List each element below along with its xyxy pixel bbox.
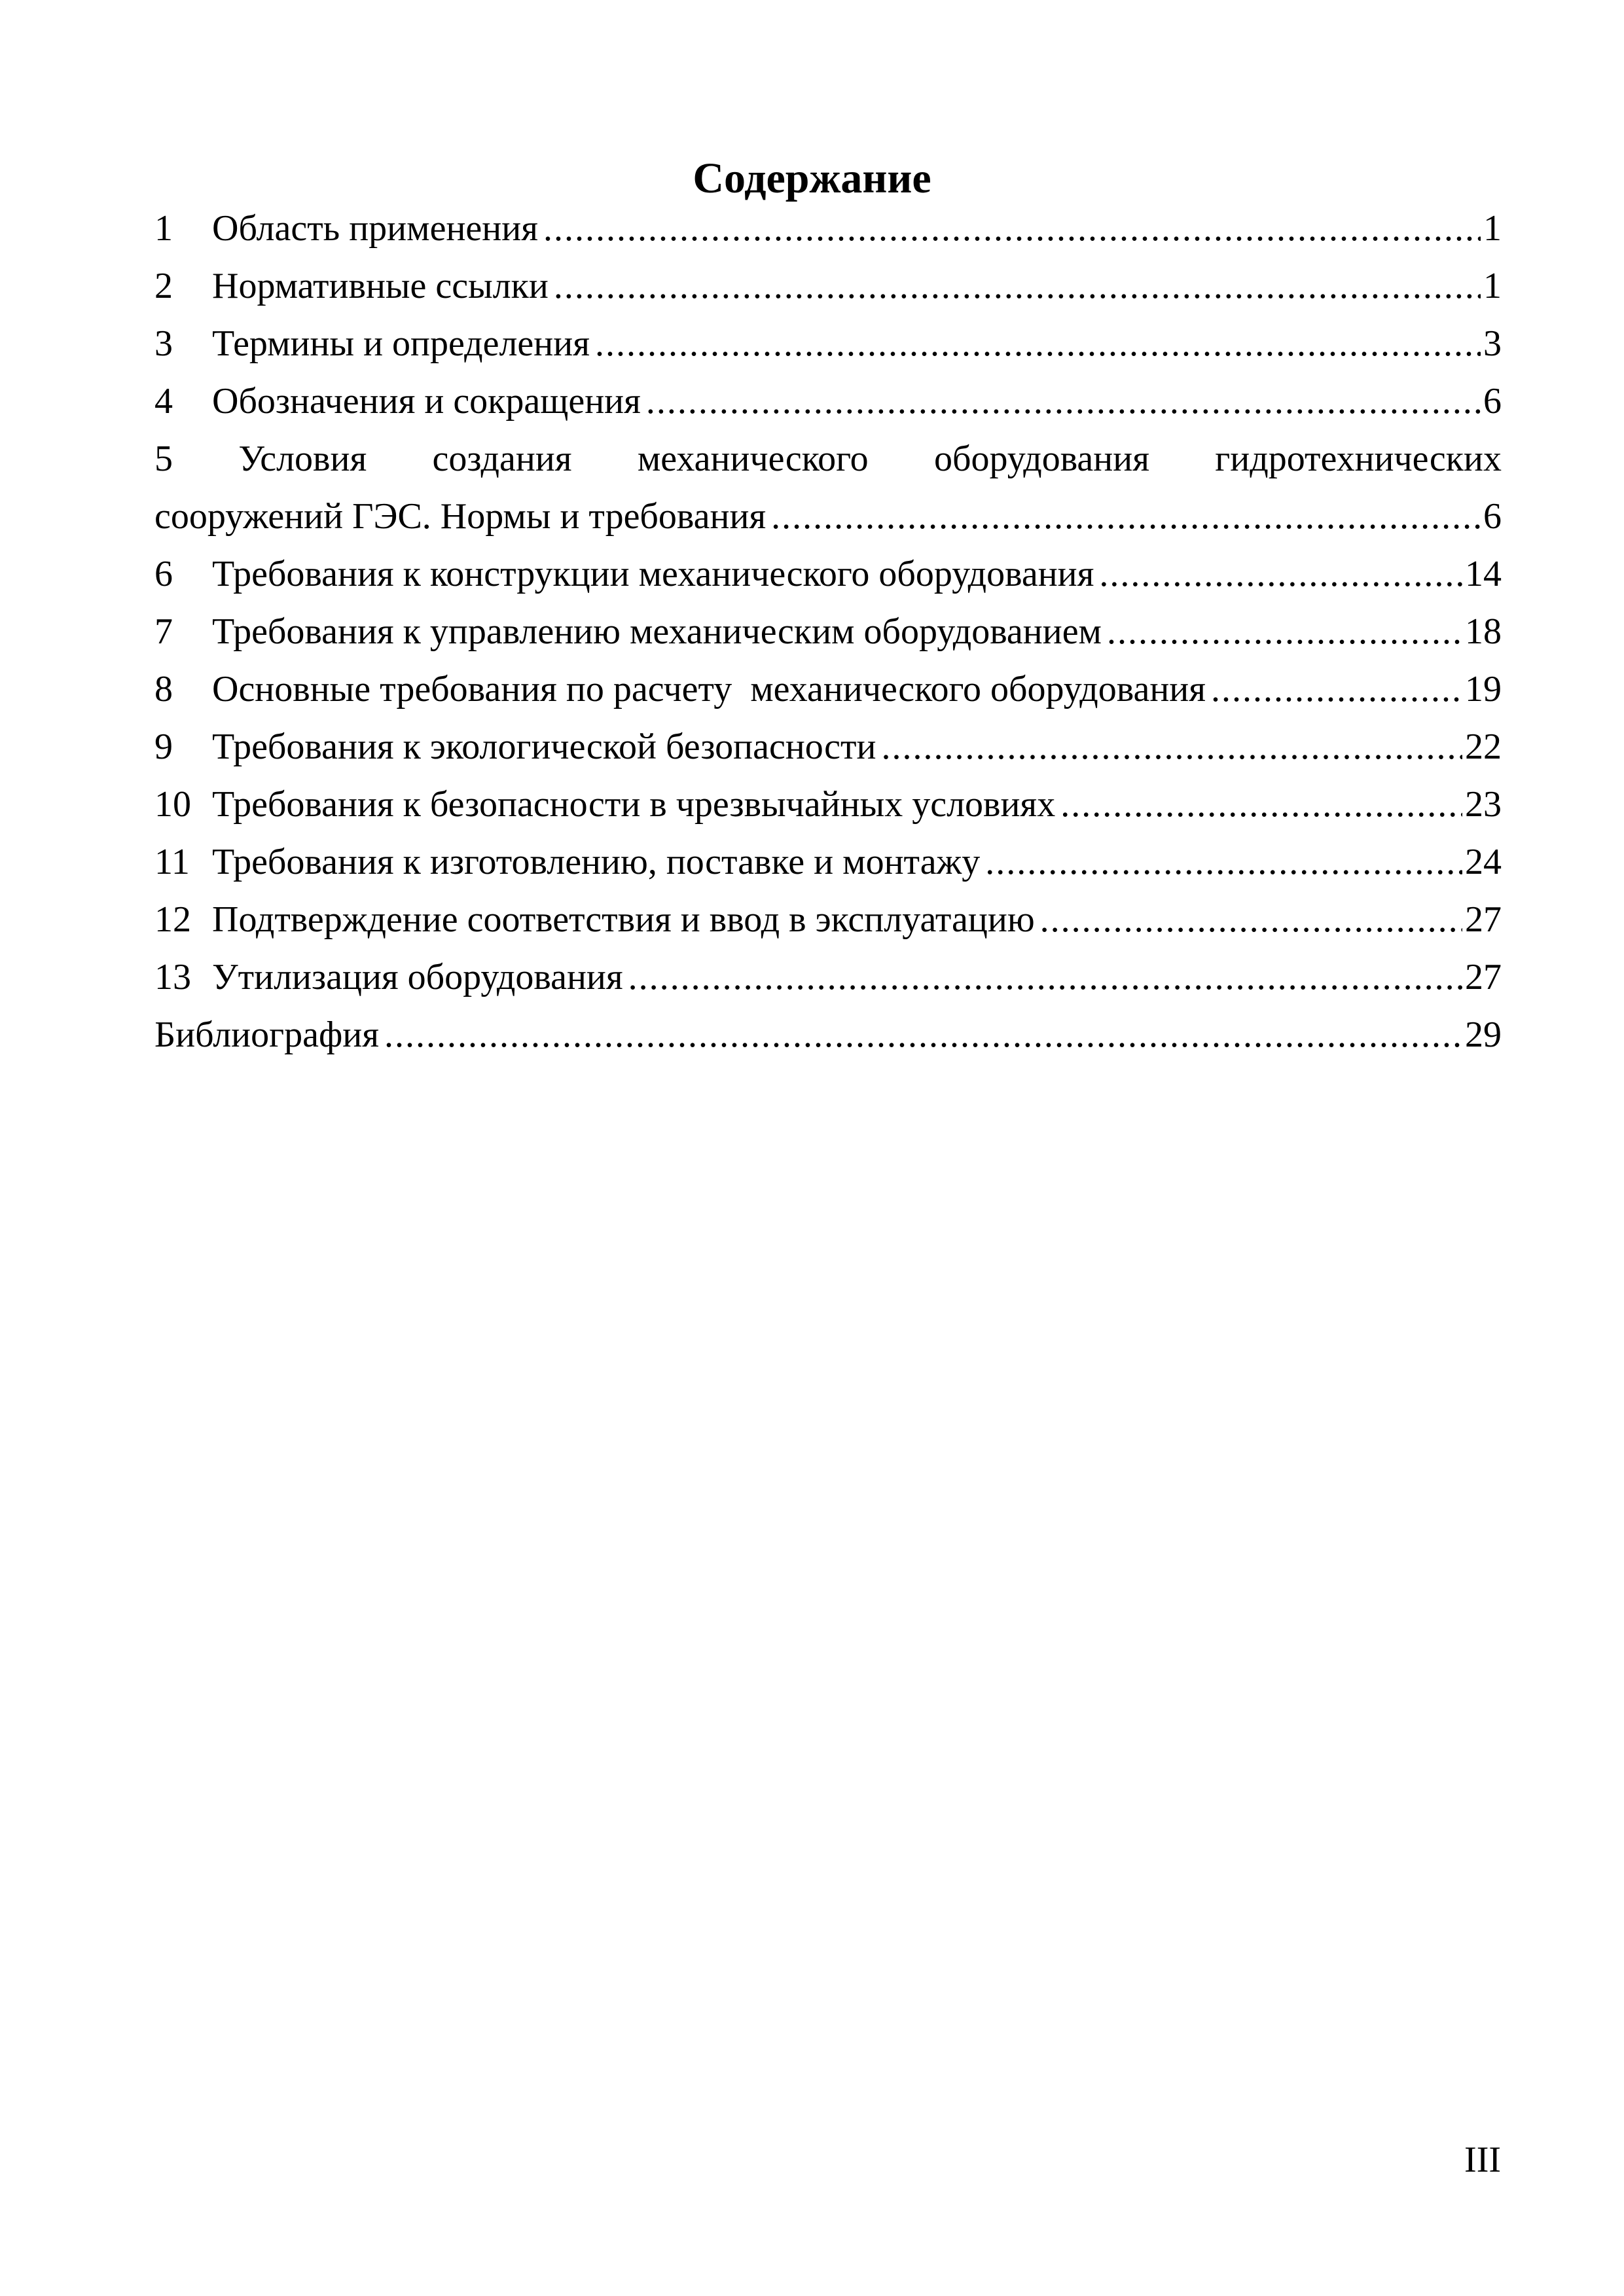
toc-entry-number: 3 [154,323,173,364]
toc-entry-number: 1 [154,208,173,249]
toc-entry-page: 24 [1465,842,1502,882]
dot-leader [646,372,1481,430]
toc-entry-page: 18 [1465,611,1502,652]
toc-entry-2[interactable] [154,257,1502,315]
toc-entry-number: 10 [154,784,191,825]
toc-entry-page: 19 [1465,669,1502,709]
dot-leader [1040,891,1462,948]
toc-entry-4[interactable] [154,372,1502,430]
dot-leader [595,315,1481,372]
toc-entry-3[interactable] [154,315,1502,372]
toc-entry-number: 13 [154,957,191,997]
toc-entry-title: Основные требования по расчету механического оборудования [212,669,1206,709]
toc-entry-title: Требования к безопасности в чрезвычайных условиях [212,784,1056,825]
toc-entry-word: гидротехнических [1215,439,1502,479]
toc-entry-title: Требования к управлению механическим оборудованием [212,611,1102,652]
dot-leader [881,718,1462,776]
dot-leader [384,1006,1462,1064]
toc-entry-page: 3 [1483,323,1502,364]
toc-entry-word: оборудования [933,439,1149,479]
table-of-contents [154,200,1502,1064]
toc-entry-9[interactable] [154,718,1502,776]
toc-entry-number: 11 [154,842,190,882]
toc-entry-title: Область применения [212,208,538,249]
toc-entry-8[interactable] [154,660,1502,718]
toc-entry-title: Требования к конструкции механического оборудования [212,554,1094,594]
toc-entry-12[interactable] [154,891,1502,948]
toc-entry-word: Условия [238,439,367,479]
toc-entry-number: 6 [154,554,173,594]
toc-entry-10[interactable] [154,776,1502,833]
toc-entry-page: 1 [1483,266,1502,306]
toc-entry-title: Нормативные ссылки [212,266,549,306]
dot-leader [1060,776,1462,833]
toc-entry-word: механического [637,439,869,479]
toc-entry-title-line-2 [154,488,1502,545]
toc-entry-page: 1 [1483,208,1502,249]
toc-entry-title-line-1 [154,430,1502,488]
page-number: III [1464,2140,1501,2180]
toc-entry-page: 29 [1465,1014,1502,1055]
toc-entry-page: 27 [1465,957,1502,997]
dot-leader [771,488,1481,545]
toc-entry-page: 6 [1483,381,1502,422]
toc-entry-1[interactable] [154,200,1502,257]
dot-leader [985,833,1462,891]
dot-leader [628,948,1462,1006]
toc-entry-title: Библиография [154,1014,379,1055]
dot-leader [1107,603,1462,660]
toc-entry-title: Подтверждение соответствия и ввод в эксплуатацию [212,899,1035,940]
toc-entry-title: Требования к экологической безопасности [212,726,876,767]
toc-entry-number: 9 [154,726,173,767]
toc-entry-word: создания [432,439,572,479]
toc-entry-5[interactable] [154,430,1502,545]
toc-entry-number: 2 [154,266,173,306]
toc-entry-page: 6 [1483,496,1502,537]
toc-entry-title-continuation: сооружений ГЭС. Нормы и требования [154,496,767,537]
toc-entry-page: 27 [1465,899,1502,940]
toc-entry-number: 7 [154,611,173,652]
dot-leader [554,257,1481,315]
toc-entry-number: 12 [154,899,191,940]
dot-leader [1211,660,1462,718]
toc-entry-bibliography[interactable] [154,1006,1502,1064]
toc-entry-number: 8 [154,669,173,709]
toc-entry-number: 4 [154,381,173,422]
toc-entry-title: Обозначения и сокращения [212,381,641,422]
toc-entry-title: Термины и определения [212,323,590,364]
page-title: Содержание [693,154,931,202]
dot-leader [1099,545,1462,603]
toc-entry-number: 5 [154,439,173,479]
toc-entry-6[interactable] [154,545,1502,603]
toc-entry-page: 22 [1465,726,1502,767]
toc-entry-title: Утилизация оборудования [212,957,623,997]
toc-entry-7[interactable] [154,603,1502,660]
toc-entry-13[interactable] [154,948,1502,1006]
toc-entry-11[interactable] [154,833,1502,891]
toc-entry-title: Требования к изготовлению, поставке и монтажу [212,842,981,882]
toc-entry-page: 14 [1465,554,1502,594]
dot-leader [543,200,1481,257]
toc-entry-page: 23 [1465,784,1502,825]
